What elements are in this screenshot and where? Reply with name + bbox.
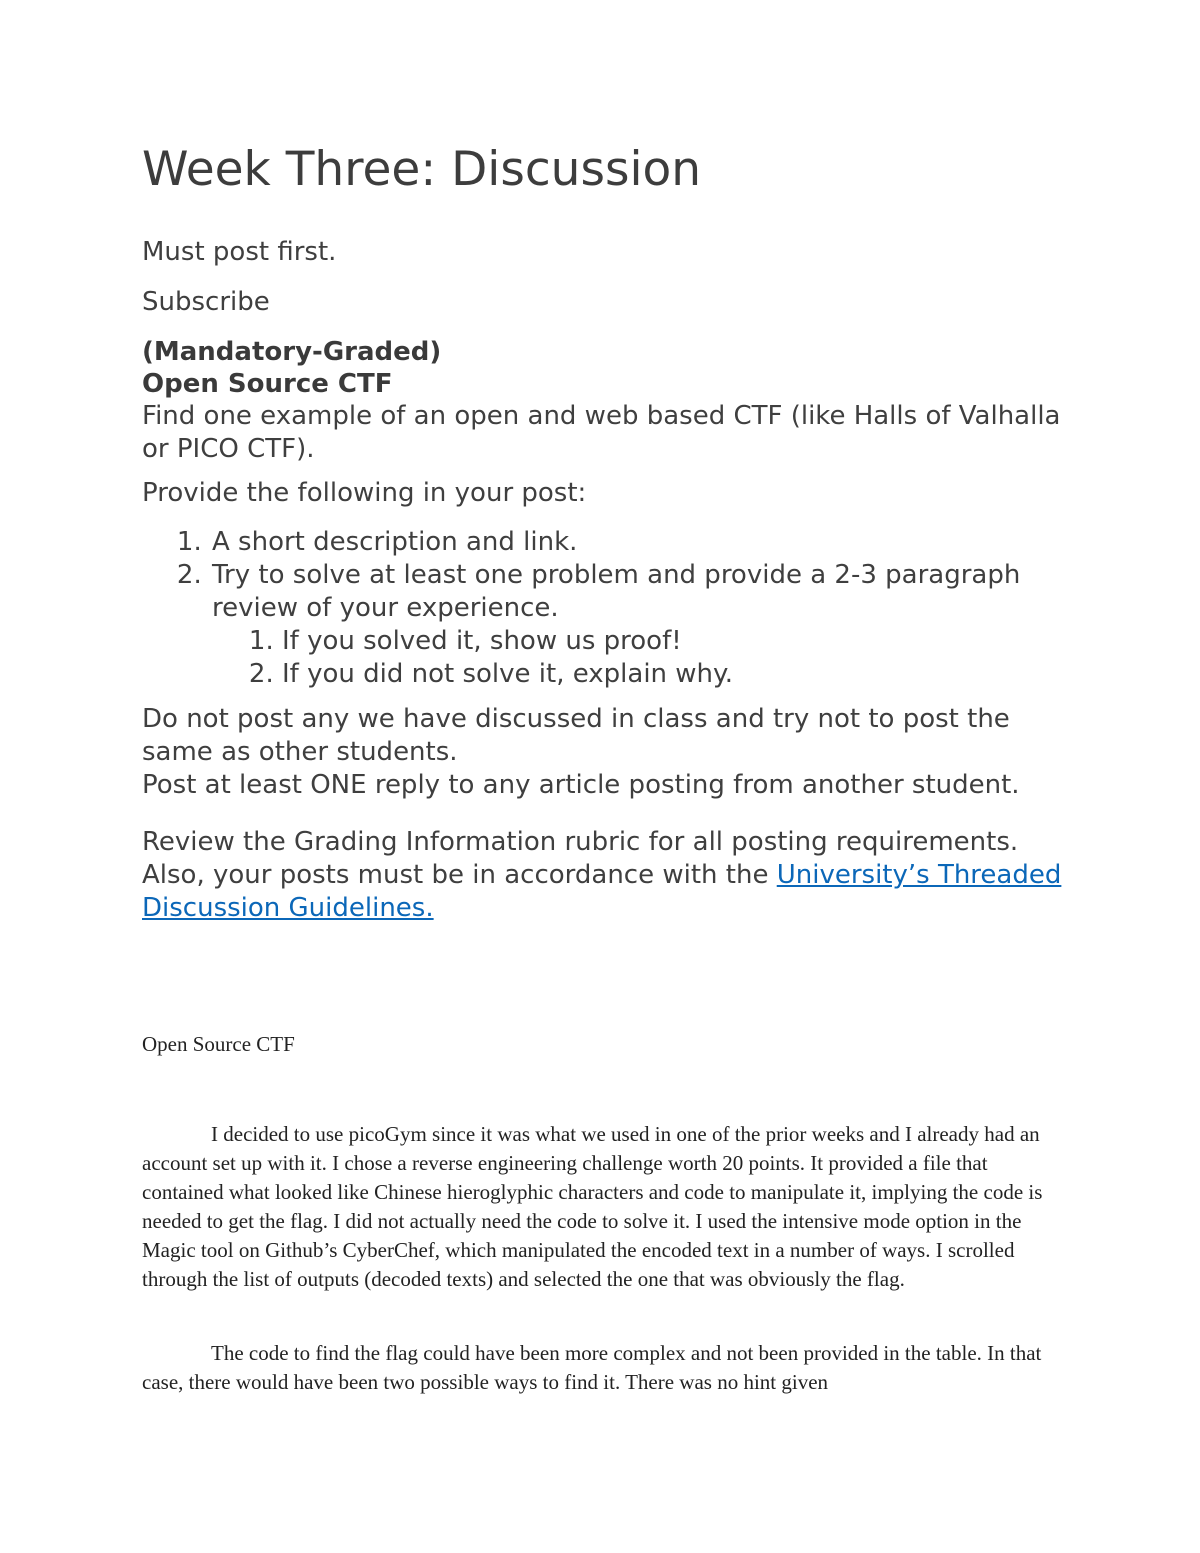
document-page [142,140,1072,1394]
page-title: Week Three: Discussion [142,142,702,197]
instructions-find: Find one example of an open and web based CTF (like Halls of Valhalla or PICO CTF). [142,401,1061,464]
list-item-text: A short description and link. [212,527,578,557]
sub-list-item [282,625,1072,658]
requirements-list [142,526,1072,691]
reply-requirement: Post at least ONE reply to any article posting from another student. [142,770,1020,800]
guidelines-link[interactable]: University’s Threaded Discussion Guidelines. [142,860,1062,923]
do-not-post-note: Do not post any we have discussed in class and try not to post the same as other students. [142,704,1010,767]
list-item-text: Try to solve at least one problem and provide a 2-3 paragraph review of your experience. [212,560,1021,623]
sub-list-item [282,658,1072,691]
assignment-subtitle: Open Source CTF [142,369,393,399]
list-item [210,526,1072,559]
essay-heading: Open Source CTF [142,1032,295,1056]
review-text: Review the Grading Information rubric for all posting requirements. Also, your posts must be in accordance with the [142,827,1019,890]
must-post-note: Must post first. [142,237,337,267]
sub-list-item-text: If you did not solve it, explain why. [282,659,733,689]
mandatory-label: (Mandatory-Graded) [142,337,442,367]
instructions-provide: Provide the following in your post: [142,478,587,508]
sub-requirements-list [212,625,1072,691]
essay-paragraph-2: The code to find the flag could have been more complex and not been provided in the table. In that case, there would have been two possible ways to find it. There was no hint given [142,1341,1042,1394]
sub-list-item-text: If you solved it, show us proof! [282,626,682,656]
subscribe-link[interactable]: Subscribe [142,287,270,317]
essay-paragraph-1: I decided to use picoGym since it was what we used in one of the prior weeks and I already had an account set up with it. I chose a reverse engineering challenge worth 20 points. It provided a file that contained what looked like Chinese hieroglyphic characters and code to manipulate it, implying the code is needed to get the flag. I did not actually need the code to solve it. I used the intensive mode option in the Magic tool on Github’s CyberChef, which manipulated the encoded text in a number of ways. I scrolled through the list of outputs (decoded texts) and selected the one that was obviously the flag. [142,1122,1043,1291]
review-rubric-note [142,826,1072,925]
list-item [210,559,1072,691]
